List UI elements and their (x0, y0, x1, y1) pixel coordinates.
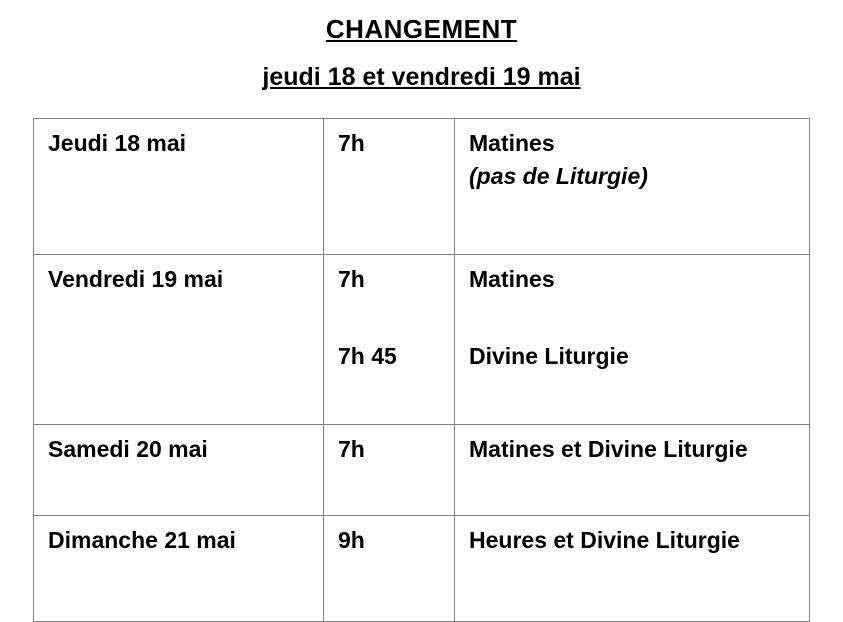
page-subtitle: jeudi 18 et vendredi 19 mai (262, 63, 581, 91)
event-primary: Matines (469, 266, 555, 292)
cell-day: Vendredi 19 mai (34, 255, 324, 425)
cell-day: Dimanche 21 mai (34, 516, 324, 622)
document-page (0, 14, 843, 611)
schedule-table-container (33, 118, 810, 622)
table-row (34, 425, 810, 516)
table-row (34, 516, 810, 622)
event-primary: Heures et Divine Liturgie (469, 527, 740, 553)
table-row (34, 119, 810, 255)
cell-time (324, 119, 455, 255)
cell-event (455, 119, 810, 255)
time-primary: 7h (338, 436, 365, 462)
cell-day: Jeudi 18 mai (34, 119, 324, 255)
cell-day: Samedi 20 mai (34, 425, 324, 516)
cell-event (455, 516, 810, 622)
event-secondary: Divine Liturgie (469, 343, 629, 370)
table-row (34, 255, 810, 425)
cell-event (455, 425, 810, 516)
time-secondary: 7h 45 (338, 343, 397, 370)
event-primary: Matines (469, 130, 555, 156)
cell-event (455, 255, 810, 425)
time-primary: 7h (338, 266, 365, 292)
cell-time (324, 255, 455, 425)
cell-time (324, 425, 455, 516)
event-primary: Matines et Divine Liturgie (469, 436, 748, 462)
time-primary: 9h (338, 527, 365, 553)
event-secondary: (pas de Liturgie) (469, 163, 648, 190)
page-title: CHANGEMENT (325, 14, 518, 44)
cell-time (324, 516, 455, 622)
time-primary: 7h (338, 130, 365, 156)
schedule-table (33, 118, 810, 622)
